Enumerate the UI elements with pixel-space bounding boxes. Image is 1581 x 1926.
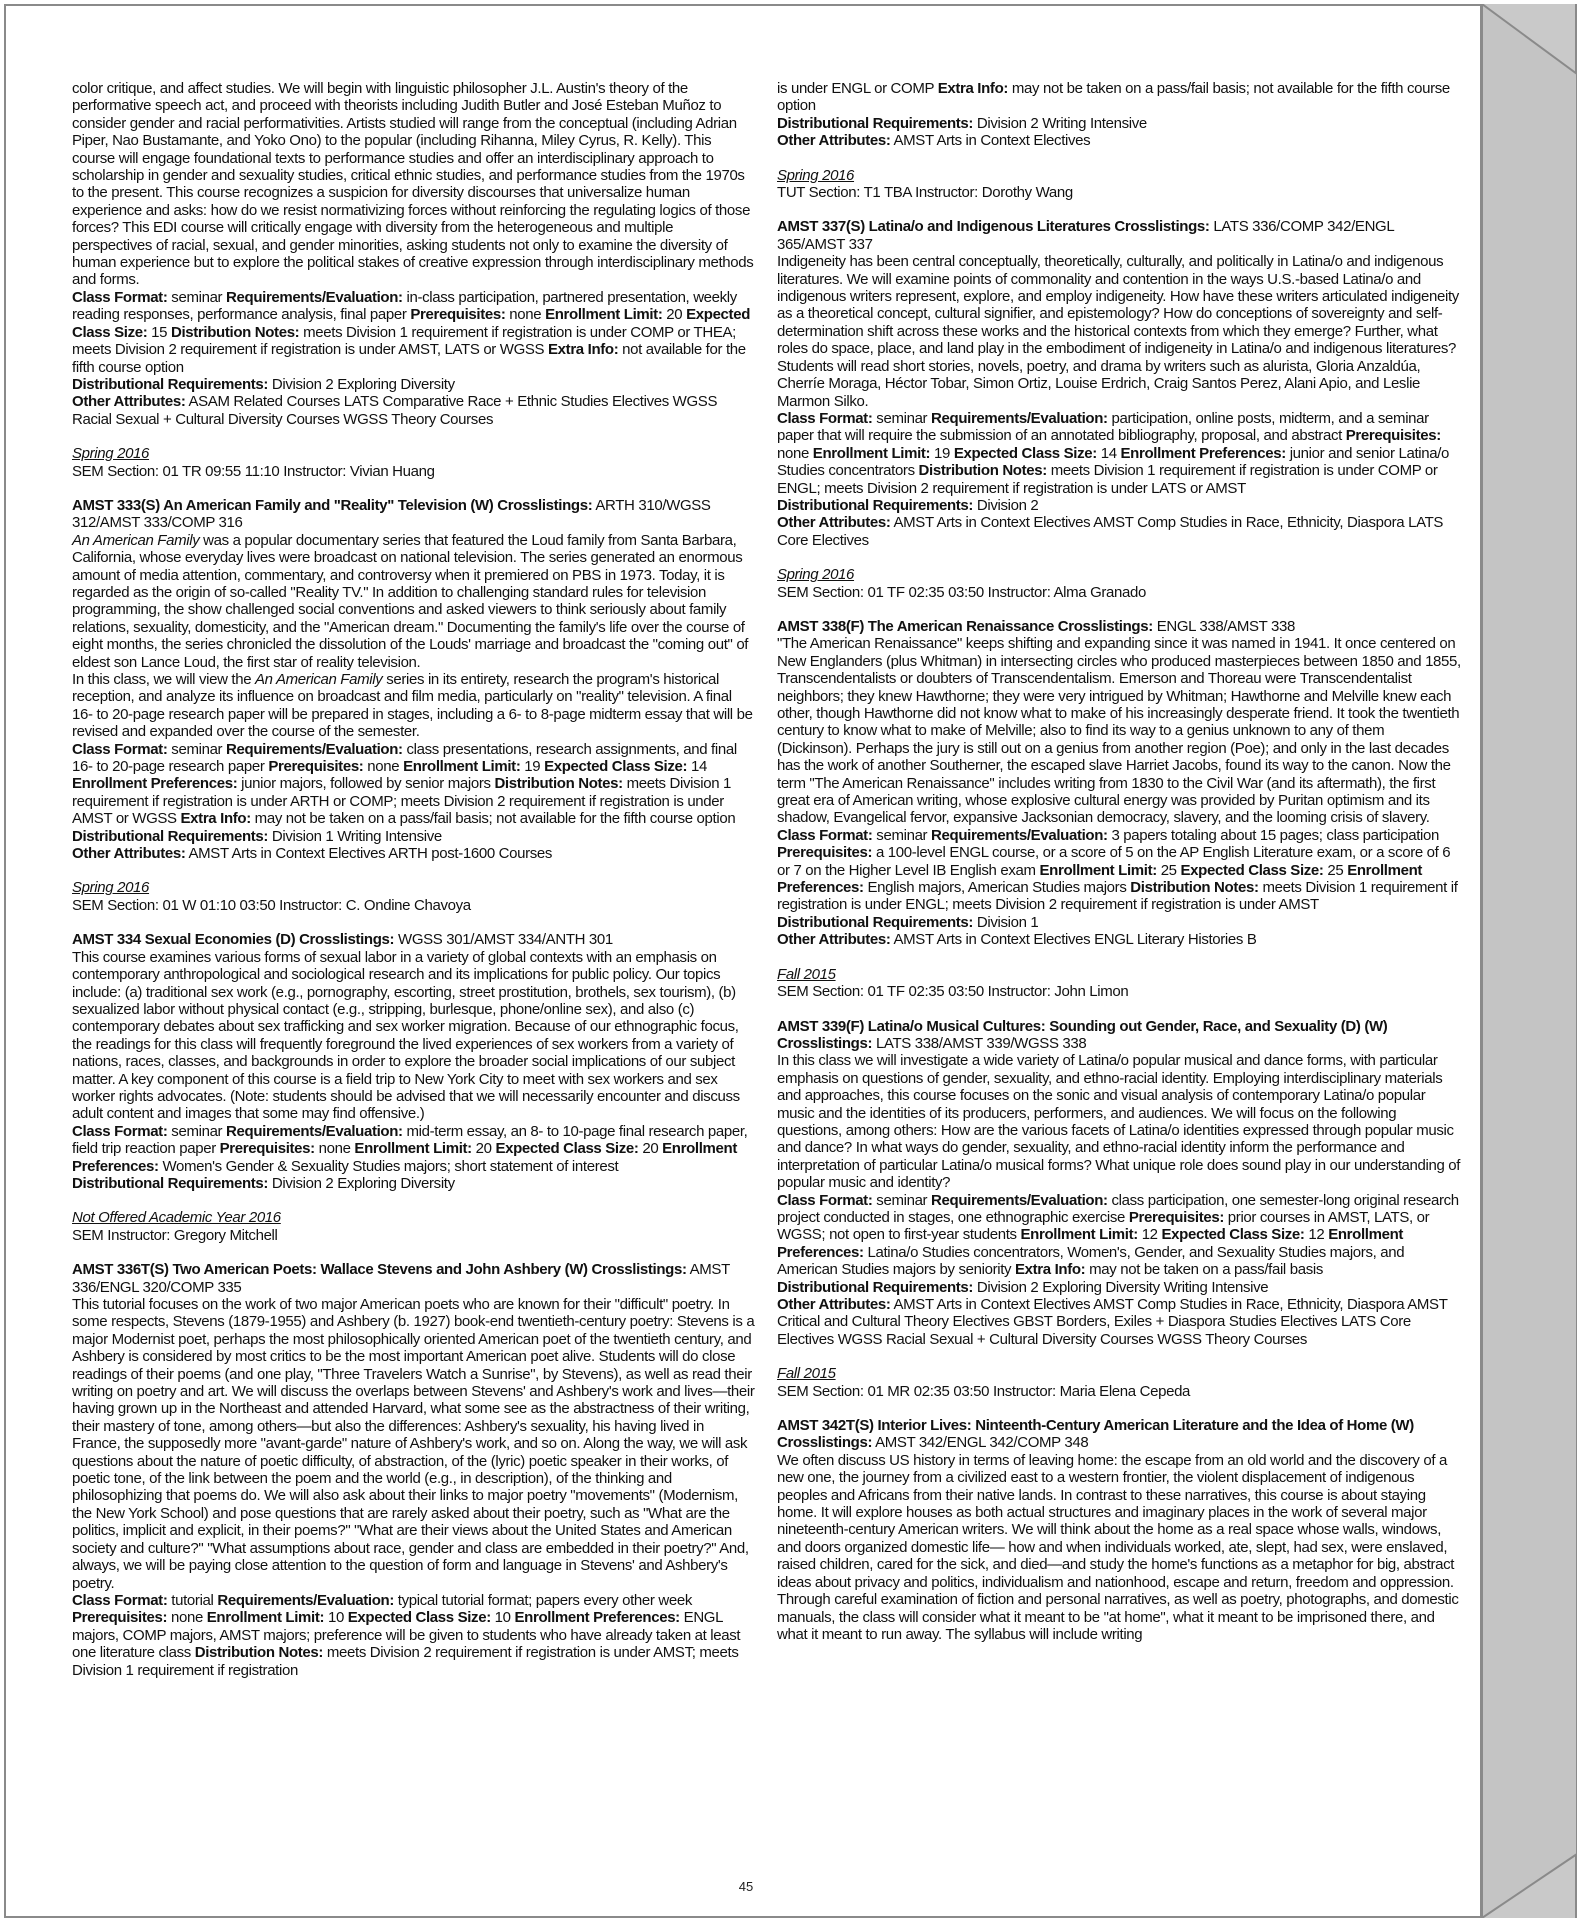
label: Distributional Requirements: xyxy=(777,1278,974,1296)
course-title-amst-342t xyxy=(777,1417,1461,1452)
detail-value: in-class participation, partnered presentation, weekly reading responses, performance analysis, final paper xyxy=(72,288,737,324)
course-title-amst-339 xyxy=(777,1018,1461,1053)
detail-label: Class Format: xyxy=(72,740,168,758)
section-info: SEM Section: 01 MR 02:35 03:50 Instructor: Maria Elena Cepeda xyxy=(777,1382,1191,1400)
course-details xyxy=(777,827,1461,914)
detail-label: Extra Info: xyxy=(1014,1261,1086,1279)
course-details xyxy=(72,289,756,376)
distributional-requirements xyxy=(777,497,1461,514)
course-details xyxy=(777,410,1461,497)
detail-label: Class Format: xyxy=(72,288,168,306)
detail-label: Class Format: xyxy=(72,1122,168,1140)
label: Other Attributes: xyxy=(777,132,891,150)
course-details xyxy=(72,741,756,828)
label: Other Attributes: xyxy=(777,514,891,532)
text: may not be taken on a pass/fail basis; not available for the fifth course option xyxy=(777,80,1450,115)
value: Division 2 Exploring Diversity xyxy=(268,1174,455,1192)
value: Division 2 Exploring Diversity xyxy=(268,375,455,393)
distributional-requirements xyxy=(72,828,756,845)
detail-label: Prerequisites: xyxy=(1345,427,1441,445)
detail-label: Requirements/Evaluation: xyxy=(226,288,403,306)
detail-label: Expected Class Size: xyxy=(544,758,688,776)
page-fold-shape xyxy=(1482,4,1577,1918)
detail-value: 20 xyxy=(471,1140,496,1158)
label: Other Attributes: xyxy=(72,845,186,863)
detail-label: Requirements/Evaluation: xyxy=(931,826,1108,844)
detail-label: Class Format: xyxy=(777,826,873,844)
detail-label: Prerequisites: xyxy=(1128,1208,1224,1226)
detail-value: 10 xyxy=(490,1609,515,1627)
detail-value: 12 xyxy=(1304,1226,1329,1244)
detail-label: Enrollment Limit: xyxy=(1020,1226,1138,1244)
value: ASAM Related Courses LATS Comparative Race + Ethnic Studies Electives WGSS Racial Sexual + Cultural Diversity Courses WGSS Theory Courses xyxy=(72,393,718,428)
course-title-amst-334 xyxy=(72,931,756,948)
detail-value: 12 xyxy=(1137,1226,1162,1244)
detail-label: Requirements/Evaluation: xyxy=(931,409,1108,427)
detail-value: participation, online posts, midterm, and a seminar paper that will require the submission of an annotated bibliography, proposal, and abstract xyxy=(777,409,1429,445)
course-description: In this class we will investigate a wide variety of Latina/o popular musical and dance forms, with particular emphasis on questions of gender, sexuality, and ethno-racial identity. Employing interdisciplinary materials and approaches, this course focuses on the sonic and visual analysis of contemporary Latina/o popular music and the identities of its producers, performers, and audiences. We will focus on the following questions, among others: How are the various facets of Latina/o identities expressed through popular music and dance? In what ways do gender, sexuality, and ethno-racial identity inform the performance and interpretation of particular Latina/o musical forms? What unique role does sound play in our understanding of popular music and identity? xyxy=(777,1052,1461,1192)
detail-value: 20 xyxy=(638,1140,663,1158)
detail-value: 14 xyxy=(1096,444,1121,462)
detail-value: 19 xyxy=(520,758,545,776)
course-description xyxy=(72,671,756,741)
detail-label: Prerequisites: xyxy=(72,1609,168,1627)
title: AMST 342T(S) Interior Lives: Ninteenth-Century American Literature and the Idea of Home (W) Crosslistings: xyxy=(777,1417,1414,1452)
course-description: This course examines various forms of sexual labor in a variety of global contexts with an emphasis on contemporary anthropological and sociological research and its implications for public policy. Our topics include: (a) traditional sex work (e.g., pornography, escorting, street prostitution, brothels, sex tourism), (b) sexualized labor without physical contact (e.g., stripping, burlesque, phone/online sex), and also (c) contemporary debates about sex trafficking and sex worker migration. Because of our ethnographic focus, the readings for this class will frequently foreground the lived experiences of sex workers from a variety of nations, races, classes, and backgrounds in order to explore the broader social implications of our subject matter. A key component of this course is a field trip to New York City to meet with sex workers and sex worker rights advocates. (Note: students should be advised that we will necessarily encounter and discuss adult content and images that some may find offensive.) xyxy=(72,948,740,1123)
document-page xyxy=(4,4,1482,1918)
detail-value: may not be taken on a pass/fail basis xyxy=(1085,1261,1323,1279)
term: Fall 2015 xyxy=(777,965,836,983)
detail-label: Distribution Notes: xyxy=(194,1644,324,1662)
detail-label: Prerequisites: xyxy=(410,306,506,324)
term: Spring 2016 xyxy=(72,879,150,897)
course-description: color critique, and affect studies. We will begin with linguistic philosopher J.L. Austin's theory of the performative speech act, and proceed with theorists including Judith Butler and José Esteban Muñoz to consider gender and racial performativities. Artists studied will range from the conceptual (including Adrian Piper, Nao Bustamante, and Yoko Ono) to the popular (including Rihanna, Miley Cyrus, R. Kelly). This course will engage foundational texts to performance studies and offer an interdisciplinary approach to scholarship in gender and sexuality studies, critical ethnic studies, and performance studies from the 1970s to the present. This course recognizes a suspicion for diversity discourses that universalize human experience and asks: how do we resist normativizing forces without reinforcing the regulating logics of those forces? This EDI course will critically engage with diversity from the heterogeneous and multiple perspectives of racial, sexual, and gender minorities, asking students not only to examine the diversity of human experience but to explore the political stakes of creative expression through interdisciplinary methods and forms. xyxy=(72,80,754,289)
other-attributes xyxy=(777,132,1461,149)
label: Distributional Requirements: xyxy=(777,496,974,514)
detail-value: a 100-level ENGL course, or a score of 5 on the AP English Literature exam, or a score of 6 or 7 on the Higher Level IB English exam xyxy=(777,844,1451,879)
detail-label: Distribution Notes: xyxy=(170,323,300,341)
distributional-requirements xyxy=(72,1175,756,1192)
detail-value: not available for the fifth course option xyxy=(72,341,746,376)
title: AMST 334 Sexual Economies (D) Crosslistings: xyxy=(72,931,395,949)
detail-value: 3 papers totaling about 15 pages; class participation xyxy=(1107,826,1440,844)
detail-label: Requirements/Evaluation: xyxy=(217,1591,394,1609)
detail-label: Expected Class Size: xyxy=(953,444,1097,462)
value: AMST Arts in Context Electives AMST Comp Studies in Race, Ethnicity, Diaspora AMST Critical and Cultural Theory Electives GBST Borders, Exiles + Diaspora Studies Electives LATS Core Electives WGSS Racial Sexual + Cultural Diversity Courses WGSS Theory Courses xyxy=(777,1296,1448,1348)
course-title-amst-333 xyxy=(72,497,756,532)
detail-label: Enrollment Preferences: xyxy=(72,775,238,793)
detail-label: Class Format: xyxy=(72,1591,168,1609)
section-info: TUT Section: T1 TBA Instructor: Dorothy Wang xyxy=(777,184,1073,202)
text: In this class, we will view the xyxy=(72,671,256,688)
detail-value: may not be taken on a pass/fail basis; not available for the fifth course option xyxy=(250,810,736,828)
detail-value: junior and senior Latina/o Studies concentrators xyxy=(777,444,1450,480)
other-attributes xyxy=(72,845,756,862)
detail-value: seminar xyxy=(167,1122,227,1140)
detail-value: typical tutorial format; papers every other week xyxy=(393,1591,692,1609)
course-description: Indigeneity has been central conceptually, theoretically, culturally, and politically in Latina/o and indigenous literatures. We will examine points of commonality and contention in the ways U.S.-based Latina/o and indigenous writers represent, explore, and employ indigeneity. How have these writers articulated indigeneity as a theoretical concept, cultural signifier, and epistemology? How do conceptions of sovereignty and self-determination shift across these works and the historical contexts from which they emerge? Further, what roles do space, place, and land play in the embodiment of indigeneity in Latina/o and indigenous literatures? Students will read short stories, novels, poetry, and drama by writers such as alurista, Gloria Anzaldúa, Cherríe Moraga, Héctor Tobar, Simon Ortiz, Louise Erdrich, Craig Santos Perez, Alani Apio, and Leslie Marmon Silko. xyxy=(777,253,1459,410)
label: Distributional Requirements: xyxy=(777,114,974,132)
title: AMST 339(F) Latina/o Musical Cultures: Sounding out Gender, Race, and Sexuality (D) (W) Crosslistings: xyxy=(777,1017,1388,1052)
label: Distributional Requirements: xyxy=(72,375,269,393)
detail-label: Enrollment Preferences: xyxy=(514,1609,680,1627)
term: Spring 2016 xyxy=(777,566,855,584)
detail-value: 19 xyxy=(930,444,954,462)
crosslistings: LATS 338/AMST 339/WGSS 338 xyxy=(872,1034,1087,1052)
detail-label: Distribution Notes: xyxy=(1130,879,1259,897)
detail-value: 20 xyxy=(662,306,687,324)
crosslistings: LATS 336/COMP 342/ENGL 365/AMST 337 xyxy=(777,218,1394,253)
course-description xyxy=(72,532,756,671)
detail-value: none xyxy=(505,306,546,324)
label: Extra Info: xyxy=(937,80,1009,97)
detail-label: Expected Class Size: xyxy=(495,1140,639,1158)
crosslistings: AMST 336/ENGL 320/COMP 335 xyxy=(72,1261,730,1296)
distributional-requirements xyxy=(777,1279,1461,1296)
value: Division 2 Exploring Diversity Writing Intensive xyxy=(973,1278,1269,1296)
italic-title: An American Family xyxy=(72,531,200,549)
detail-value: none xyxy=(167,1609,207,1627)
crosslistings: ENGL 338/AMST 338 xyxy=(1152,617,1296,635)
detail-value: seminar xyxy=(872,1191,932,1209)
text: is under ENGL or COMP xyxy=(777,80,938,97)
detail-value: 15 xyxy=(147,323,171,341)
label: Distributional Requirements: xyxy=(72,827,269,845)
course-title-amst-337 xyxy=(777,218,1461,253)
section-info: SEM Section: 01 TF 02:35 03:50 Instructor: Alma Granado xyxy=(777,583,1147,601)
left-column xyxy=(72,80,756,1679)
course-title-amst-336t xyxy=(72,1261,756,1296)
other-attributes xyxy=(777,931,1461,948)
term: Fall 2015 xyxy=(777,1365,836,1383)
detail-label: Distribution Notes: xyxy=(918,462,1047,480)
right-column xyxy=(777,80,1461,1643)
detail-label: Prerequisites: xyxy=(777,844,873,862)
title: AMST 338(F) The American Renaissance Crosslistings: xyxy=(777,617,1153,635)
section-info: SEM Section: 01 TR 09:55 11:10 Instructor: Vivian Huang xyxy=(72,462,435,480)
text: series in its entirety, research the program's historical reception, and analyze its influence on broadcast and film media, particularly on "reality" television. A final 16- to 20-page research paper will be prepared in stages, including a 6- to 8-page midterm essay that will be revised and expanded over the course of the semester. xyxy=(72,671,753,741)
distributional-requirements xyxy=(72,376,756,393)
value: AMST Arts in Context Electives ENGL Literary Histories B xyxy=(890,931,1257,949)
detail-value: mid-term essay, an 8- to 10-page final research paper, field trip reaction paper xyxy=(72,1122,748,1158)
detail-label: Enrollment Limit: xyxy=(812,444,931,462)
other-attributes xyxy=(777,514,1461,549)
course-details xyxy=(72,1592,756,1679)
detail-label: Expected Class Size: xyxy=(347,1609,491,1627)
distributional-requirements xyxy=(777,115,1461,132)
value: Division 1 xyxy=(973,913,1039,931)
detail-value: meets Division 1 requirement if registration is under ENGL; meets Division 2 requirement if registration is under AMST xyxy=(777,879,1458,914)
term: Not Offered Academic Year 2016 xyxy=(72,1209,281,1227)
crosslistings: AMST 342/ENGL 342/COMP 348 xyxy=(872,1434,1089,1452)
course-description: This tutorial focuses on the work of two major American poets who are known for their "difficult" poetry. In some respects, Stevens (1879-1955) and Ashbery (b. 1927) book-end twentieth-century poetry: Stevens is a major Modernist poet, perhaps the most philosophically oriented American poet of the twentieth century, and Ashbery is considered by most critics to be the most important American poet alive. Students will do close readings of their poems (and one play, "Three Travelers Watch a Sunrise", by Stevens), as well as read their writing on poetry and art. We will discuss the overlaps between Stevens' and Ashbery's work and lives—their having grown up in the Northeast and attended Harvard, what some see as the abstractness of their writing, their mastery of tone, among others—but also the differences: Ashbery's sexuality, his having lived in France, the supposedly more "avant-garde" nature of Ashbery's work, and so on. Along the way, we will ask questions about the nature of poetic difficulty, of abstraction, of the (lyric) poetic speaker in their works, of poetic tone, of the link between the poem and the world (e.g., in description), of the thinking and philosophizing that poems do. We will also ask about their links to major poetry "movements" (Modernism, the New York School) and pose questions that are rarely asked about their poetry, such as "What are the politics, implicit and explicit, in their poems?" "What are their views about the United States and American society and culture?" "What assumptions about race, gender and class are embedded in their poetry?" And, always, we will be paying close attention to the question of form and language in Stevens' and Ashbery's poetry. xyxy=(72,1296,755,1592)
detail-label: Expected Class Size: xyxy=(1161,1226,1305,1244)
page-curl-panel xyxy=(1482,4,1577,1918)
label: Other Attributes: xyxy=(777,1296,891,1313)
detail-value: class presentations, research assignments, and final 16- to 20-page research paper xyxy=(72,740,737,776)
value: AMST Arts in Context Electives xyxy=(890,132,1091,150)
section-info: SEM Instructor: Gregory Mitchell xyxy=(72,1226,278,1244)
section-info: SEM Section: 01 TF 02:35 03:50 Instructor: John Limon xyxy=(777,983,1129,1001)
detail-value: seminar xyxy=(167,740,227,758)
value: Division 2 xyxy=(973,496,1039,514)
detail-label: Prerequisites: xyxy=(268,758,364,776)
detail-value: 25 xyxy=(1323,861,1348,879)
detail-label: Class Format: xyxy=(777,409,873,427)
detail-value: ENGL majors, COMP majors, AMST majors; preference will be given to students who have already taken at least one literature class xyxy=(72,1609,741,1662)
detail-value: meets Division 1 requirement if registration is under COMP or THEA; meets Division 2 requirement if registration is under AMST, LATS or WGSS xyxy=(72,323,736,359)
detail-value: Latina/o Studies concentrators, Women's, Gender, and Sexuality Studies majors, and American Studies majors by seniority xyxy=(777,1243,1405,1279)
detail-label: Distribution Notes: xyxy=(494,775,623,793)
other-attributes xyxy=(777,1296,1461,1348)
detail-label: Class Format: xyxy=(777,1191,873,1209)
term: Spring 2016 xyxy=(777,166,855,184)
detail-value: junior majors, followed by senior majors xyxy=(237,775,495,793)
detail-label: Enrollment Limit: xyxy=(1039,861,1157,879)
detail-value: class participation, one semester-long original research project conducted in stages, one ethnographic exercise xyxy=(777,1191,1459,1226)
detail-value: 25 xyxy=(1156,861,1181,879)
course-description: We often discuss US history in terms of leaving home: the escape from an old world and the discovery of a new one, the journey from a civilized east to a western frontier, the violent displacement of indigenous peoples and Africans from their native lands. In contrast to these narratives, this course is about staying home. It will explore houses as both actual structures and imaginary places in the work of several major nineteenth-century American writers. We will think about the home as a real space whose walls, windows, and doors organized domestic life— how and when individuals worked, ate, slept, had sex, were enslaved, raised children, cared for the sick, and died—and study the home's functions as a metaphor for big, abstract ideas about privacy and politics, individualism and nationhood, escape and return, freedom and oppression. Through careful examination of fiction and personal narratives, as well as poetry, photographs, and domestic manuals, the class will consider what it meant to be "at home", what it meant to be imprisoned there, and what it meant to run away. The syllabus will include writing xyxy=(777,1451,1459,1643)
value: Division 1 Writing Intensive xyxy=(268,827,442,845)
detail-label: Extra Info: xyxy=(548,341,619,359)
value: AMST Arts in Context Electives AMST Comp Studies in Race, Ethnicity, Diaspora LATS Core Electives xyxy=(777,514,1444,549)
detail-label: Enrollment Preferences: xyxy=(72,1140,737,1175)
detail-label: Expected Class Size: xyxy=(1180,861,1324,879)
detail-label: Enrollment Limit: xyxy=(206,1609,325,1627)
detail-label: Requirements/Evaluation: xyxy=(226,1122,403,1140)
label: Distributional Requirements: xyxy=(777,913,974,931)
title: AMST 337(S) Latina/o and Indigenous Literatures Crosslistings: xyxy=(777,218,1210,236)
value: AMST Arts in Context Electives ARTH post-1600 Courses xyxy=(185,845,553,863)
detail-value: meets Division 2 requirement if registration is under AMST; meets Division 1 requirement if registration xyxy=(72,1644,739,1679)
detail-label: Enrollment Preferences: xyxy=(777,1226,1404,1261)
detail-value: tutorial xyxy=(167,1591,218,1609)
page-number: 45 xyxy=(738,1879,754,1894)
detail-label: Enrollment Limit: xyxy=(545,306,663,324)
detail-value: prior courses in AMST, LATS, or WGSS; not open to first-year students xyxy=(777,1208,1430,1244)
text: was a popular documentary series that featured the Loud family from Santa Barbara, California, whose everyday lives were broadcast on national television. The series generated an enormous amount of media attention, commentary, and controversy when it premiered on PBS in 1973. Today, it is regarded as the origin of so-called "Reality TV." In addition to challenging standard rules for television programming, the show challenged social conventions and asked viewers to think seriously about family relations, sexuality, domesticity, and the "American dream." Documenting the family's life over the course of eight months, the series chronicled the dissolution of the Louds' marriage and broadcast the "coming out" of eldest son Lance Loud, the first star of reality television. xyxy=(72,531,749,671)
detail-value: meets Division 1 requirement if registration is under ARTH or COMP; meets Division 2 requirement if registration is under AMST or WGSS xyxy=(72,775,732,828)
detail-value: 10 xyxy=(324,1609,348,1627)
detail-value: meets Division 1 requirement if registration is under COMP or ENGL; meets Division 2 requirement if registration is under LATS or AMST xyxy=(777,462,1438,497)
italic-title: An American Family xyxy=(255,671,383,688)
course-details xyxy=(72,1123,756,1175)
value: Division 2 Writing Intensive xyxy=(973,114,1147,132)
course-description: "The American Renaissance" keeps shifting and expanding since it was named in 1941. It once centered on New Englanders (plus Whitman) in intersecting circles who produced masterpieces between 1850 and 1855, Transcendentalists or doubters of Transcendentalism. Emerson and Thoreau were Transcendentalist neighbors; they knew Hawthorne; they were very intrigued by Whitman; Hawthorne and Melville knew each other, though Hawthorne did not know what to make of his increasingly desperate friend. It took the twentieth century to know what to make of Melville; also to find its way to a genius unknown to any of them (Dickinson). Perhaps the jury is still out on a genius from another region (Poe); and only in the last decades has the work of another Southerner, the escaped slave Harriet Jacobs, found its way to the canon. Now the term "The American Renaissance" includes writing from 1830 to the Civil War (and its aftermath), the first great era of American writing, whose explosive cultural energy was provided by Puritan optimism and its shadow, Evangelical fervor, expansive Jacksonian democracy, slavery, and the looming crisis of slavery. xyxy=(777,635,1461,827)
detail-value: English majors, American Studies majors xyxy=(863,879,1131,897)
other-attributes xyxy=(72,393,756,428)
title: AMST 336T(S) Two American Poets: Wallace Stevens and John Ashbery (W) Crosslistings: xyxy=(72,1261,687,1279)
section-info: SEM Section: 01 W 01:10 03:50 Instructor: C. Ondine Chavoya xyxy=(72,896,471,914)
detail-value: seminar xyxy=(872,826,932,844)
detail-value: seminar xyxy=(167,288,227,306)
detail-label: Expected Class Size: xyxy=(72,306,751,341)
label: Distributional Requirements: xyxy=(72,1174,269,1192)
label: Other Attributes: xyxy=(72,393,186,411)
detail-label: Extra Info: xyxy=(180,810,251,828)
detail-value: Women's Gender & Sexuality Studies majors; short statement of interest xyxy=(158,1157,619,1175)
title: AMST 333(S) An American Family and "Reality" Television (W) Crosslistings: xyxy=(72,496,593,514)
detail-value: seminar xyxy=(872,409,932,427)
course-details xyxy=(777,1192,1461,1279)
detail-label: Requirements/Evaluation: xyxy=(226,740,403,758)
label: Other Attributes: xyxy=(777,931,891,949)
crosslistings: WGSS 301/AMST 334/ANTH 301 xyxy=(394,931,613,949)
course-details-continued xyxy=(777,80,1461,115)
detail-label: Enrollment Preferences: xyxy=(1120,444,1286,462)
detail-value: none xyxy=(777,444,813,462)
detail-label: Requirements/Evaluation: xyxy=(931,1191,1108,1209)
crosslistings: ARTH 310/WGSS 312/AMST 333/COMP 316 xyxy=(72,496,711,532)
course-title-amst-338 xyxy=(777,618,1461,635)
detail-label: Prerequisites: xyxy=(219,1140,315,1158)
detail-value: none xyxy=(314,1140,355,1158)
detail-value: 14 xyxy=(687,758,707,776)
detail-label: Enrollment Preferences: xyxy=(777,861,1423,897)
detail-value: none xyxy=(363,758,404,776)
detail-label: Enrollment Limit: xyxy=(354,1140,472,1158)
distributional-requirements xyxy=(777,914,1461,931)
detail-label: Enrollment Limit: xyxy=(403,758,521,776)
term: Spring 2016 xyxy=(72,445,150,463)
